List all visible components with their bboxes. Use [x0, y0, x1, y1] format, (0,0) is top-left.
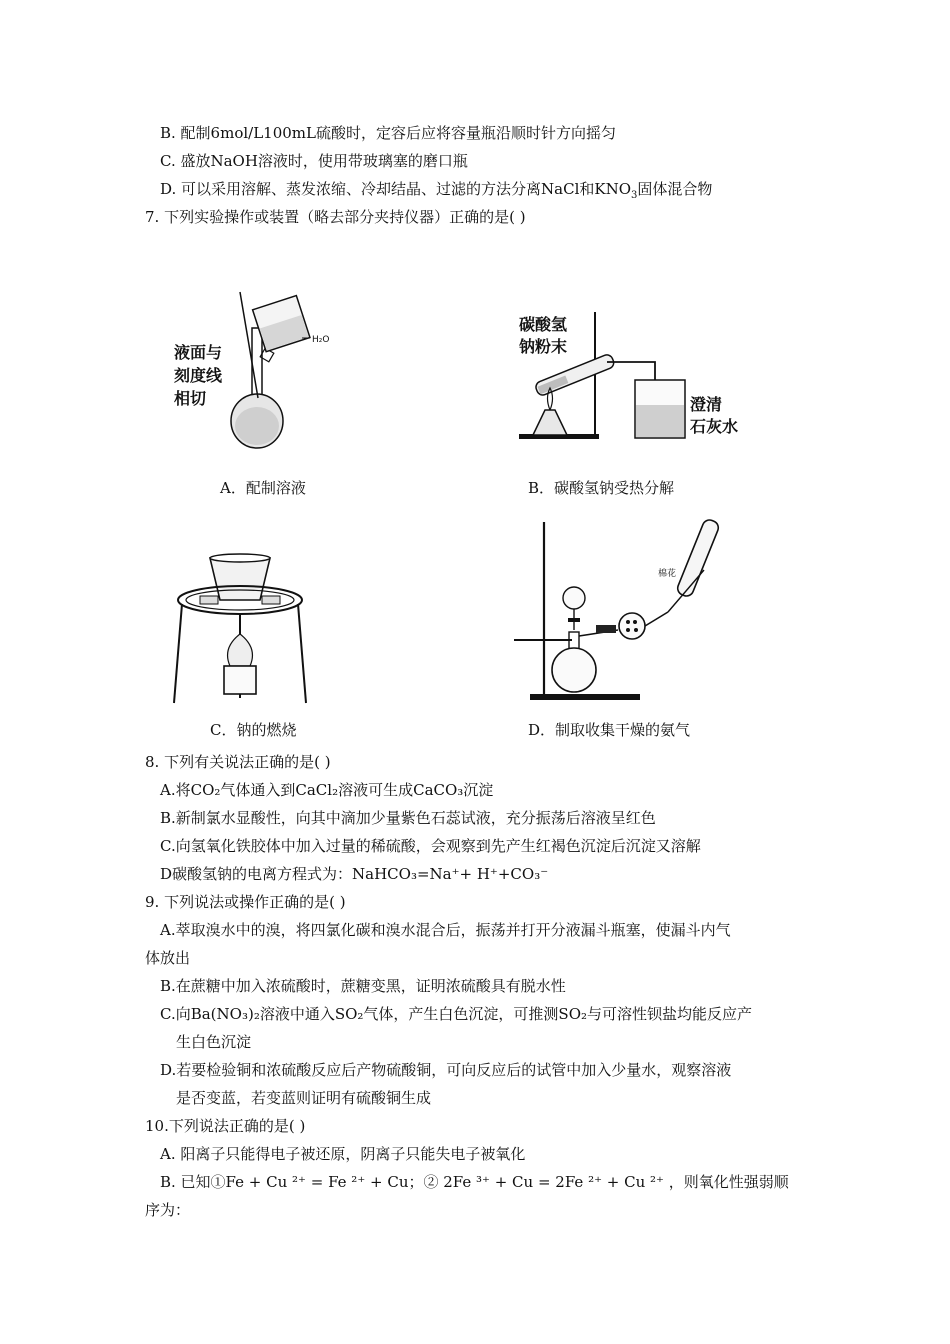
- q9-option-a-line-1: A.萃取溴水中的溴，将四氯化碳和溴水混合后，振荡并打开分液漏斗瓶塞，使漏斗内气: [160, 921, 731, 939]
- figure-a-water-label: H₂O: [312, 335, 330, 345]
- figure-c-tripod-crucible: [170, 548, 310, 708]
- q9-option-c-line-1: C.向Ba(NO₃)₂溶液中通入SO₂气体，产生白色沉淀，可推测SO₂与可溶性钡盐均能反应产: [160, 1005, 753, 1023]
- q9-option-c-line-2: 生白色沉淀: [176, 1033, 252, 1051]
- q8-option-c: C.向氢氧化铁胶体中加入过量的稀硫酸，会观察到先产生红褐色沉淀后沉淀又溶解: [160, 837, 701, 855]
- q6-option-c: C. 盛放NaOH溶液时，使用带玻璃塞的磨口瓶: [160, 152, 468, 170]
- figure-b-label-left-2: 钠粉末: [519, 337, 568, 356]
- figure-b-caption: B．碳酸氢钠受热分解: [528, 479, 675, 497]
- q6-option-d-subscript: 3: [631, 190, 638, 201]
- q9-stem: 9. 下列说法或操作正确的是( ): [145, 893, 346, 911]
- q8-option-d: D碳酸氢钠的电离方程式为：NaHCO₃=Na⁺+ H⁺+CO₃⁻: [160, 865, 549, 883]
- q6-option-b: B. 配制6mol/L100mL硫酸时，定容后应将容量瓶沿顺时针方向摇匀: [160, 124, 616, 142]
- q8-option-b: B.新制氯水显酸性，向其中滴加少量紫色石蕊试液，充分振荡后溶液呈红色: [160, 809, 656, 827]
- q10-option-b-line-2: 序为：: [145, 1201, 191, 1219]
- q10-option-a: A. 阳离子只能得电子被还原，阴离子只能失电子被氧化: [160, 1145, 526, 1163]
- figure-d-caption: D．制取收集干燥的氨气: [528, 721, 691, 739]
- figure-b-label-right-1: 澄清: [690, 395, 723, 414]
- figure-a-label-line-2: 刻度线: [174, 366, 223, 385]
- figure-d-ammonia-apparatus: [508, 518, 723, 703]
- figure-a-volumetric-flask: [170, 288, 370, 458]
- figure-a-label-line-3: 相切: [174, 389, 207, 408]
- q9-option-b: B.在蔗糖中加入浓硫酸时，蔗糖变黑，证明浓硫酸具有脱水性: [160, 977, 566, 995]
- q8-stem: 8. 下列有关说法正确的是( ): [145, 753, 331, 771]
- q10-stem: 10.下列说法正确的是( ): [145, 1117, 306, 1135]
- q9-option-a-line-2: 体放出: [145, 949, 191, 967]
- figure-b-label-right-2: 石灰水: [690, 417, 739, 436]
- figure-b-heating-apparatus: [515, 310, 750, 445]
- q10-option-b-line-1: B. 已知①Fe + Cu ²⁺ = Fe ²⁺ + Cu；② 2Fe ³⁺ + Cu = 2Fe ²⁺ + Cu ²⁺ ，则氧化性强弱顺: [160, 1173, 789, 1191]
- q9-option-d-line-2: 是否变蓝，若变蓝则证明有硫酸铜生成: [176, 1089, 432, 1107]
- figure-a-label-line-1: 液面与: [174, 343, 223, 362]
- q6-option-d-text: D. 可以采用溶解、蒸发浓缩、冷却结晶、过滤的方法分离NaCl和KNO: [160, 180, 632, 198]
- q6-option-d: [160, 179, 712, 206]
- figure-c-caption: C．钠的燃烧: [210, 721, 297, 739]
- q8-option-a: A.将CO₂气体通入到CaCl₂溶液可生成CaCO₃沉淀: [160, 781, 494, 799]
- q6-option-d-tail: 固体混合物: [637, 180, 713, 198]
- q9-option-d-line-1: D.若要检验铜和浓硫酸反应后产物硫酸铜，可向反应后的试管中加入少量水，观察溶液: [160, 1061, 732, 1079]
- figure-b-label-left-1: 碳酸氢: [519, 315, 568, 334]
- figure-d-cotton-label: 棉花: [658, 569, 677, 579]
- figure-a-caption: A．配制溶液: [220, 479, 306, 497]
- q7-stem: 7. 下列实验操作或装置（略去部分夹持仪器）正确的是( ): [145, 208, 526, 226]
